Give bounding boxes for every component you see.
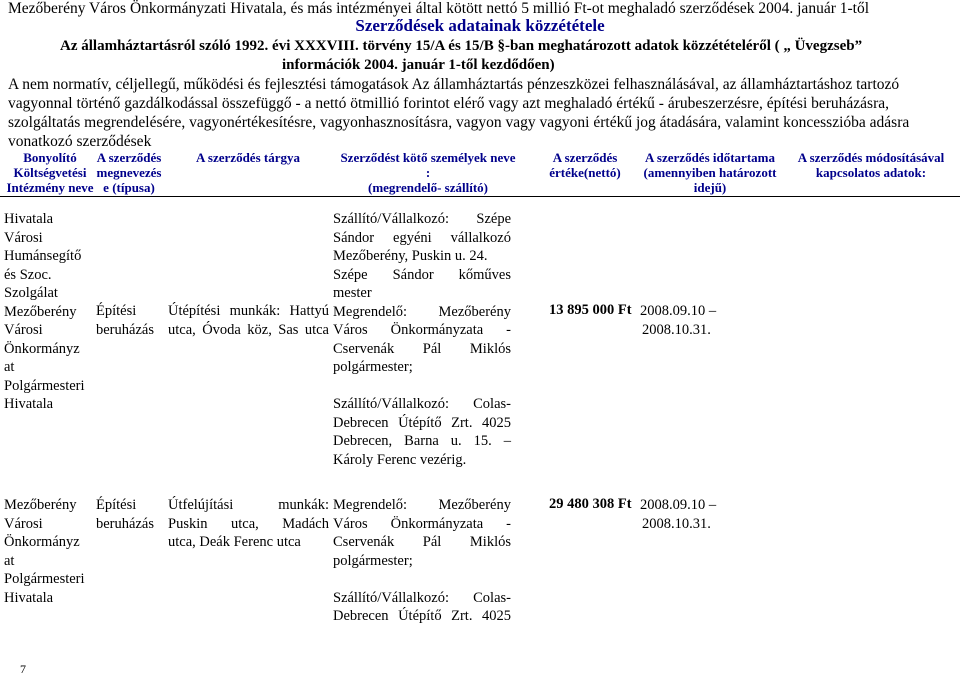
intro-line-3: szolgáltatás megrendelésére, vagyonértékesítésre, vagyonhasznosításra, vagyon vagy vagyoni értékű jog átadására, valamint koncesszióba adásra: [8, 114, 910, 131]
column-header-type: A szerződés megnevezés e (típusa): [96, 150, 162, 195]
row-1-duration: 2008.09.10 – 2008.10.31.: [640, 303, 717, 338]
intro-line-1: A nem normatív, céljellegű, működési és fejlesztési támogatások Az államháztartás pénzeszközei felhasználásával, az államháztartáshoz tartozó: [8, 76, 900, 93]
page-title: Szerződések adatainak közzététele: [355, 16, 605, 35]
row-2-type: Építési beruházás: [96, 497, 154, 532]
row-2-duration: 2008.09.10 – 2008.10.31.: [640, 497, 717, 532]
header-line-3: Az államháztartásról szóló 1992. évi XXXVIII. törvény 15/A és 15/B §-ban meghatározott adatok közzétételéről ( „ Üvegzseb”: [60, 38, 863, 54]
header-line-4: információk 2004. január 1-től kezdődően): [282, 57, 555, 73]
intro-line-2: vagyonnal történő gazdálkodással összefüggő - a nettó ötmillió forintot elérő vagy azt meghaladó értékű - árubeszerzésre, építési beruházásra,: [8, 95, 890, 112]
page-number: 7: [20, 662, 26, 676]
row-2-value: 29 480 308 Ft: [549, 496, 632, 512]
column-header-institution: Bonyolító Költségvetési Intézmény neve: [6, 150, 94, 195]
intro-line-4: vonatkozó szerződések: [8, 133, 152, 150]
row-1-institution: Hivatala Városi Humánsegítő és Szoc. Szolgálat Mezőberény Városi Önkormányz at Polgármesteri Hivatala: [4, 211, 85, 412]
row-2-parties: Megrendelő: Mezőberény Város Önkormányzata - Cservenák Pál Miklós polgármester; Szállító/Vállalkozó: Colas- Debrecen Útépítő Zrt. 4025: [333, 497, 511, 624]
row-2-subject: Útfelújítási munkák: Puskin utca, Madách utca, Deák Ferenc utca: [168, 497, 329, 550]
row-1-type: Építési beruházás: [96, 303, 154, 338]
column-header-value: A szerződés értéke(nettó): [549, 150, 621, 180]
column-header-parties: Szerződést kötő személyek neve : (megrendelő- szállító): [340, 150, 516, 195]
row-1-subject: Útépítési munkák: Hattyú utca, Óvoda köz, Sas utca: [168, 303, 329, 338]
header-line-1: Mezőberény Város Önkormányzati Hivatala, és más intézményei által kötött nettó 5 millió Ft-ot meghaladó szerződések 2004. január 1-től: [8, 0, 870, 17]
row-2-institution: Mezőberény Városi Önkormányz at Polgármesteri Hivatala: [4, 497, 85, 606]
column-header-modification: A szerződés módosításával kapcsolatos adatok:: [797, 150, 945, 180]
row-1-value: 13 895 000 Ft: [549, 302, 632, 318]
header-divider: [0, 196, 960, 197]
column-header-duration: A szerződés időtartama (amennyiben határozott idejű): [643, 150, 777, 195]
column-header-subject: A szerződés tárgya: [196, 150, 300, 165]
row-1-parties: Szállító/Vállalkozó: Szépe Sándor egyéni vállalkozó Mezőberény, Puskin u. 24. Szépe Sándor kőműves mester Megrendelő: Mezőberény Város Önkormányzata - Cservenák Pál Miklós polgármester; Szállító/Vállalkozó: Colas- Debrecen Útépítő Zrt. 4025 Debrecen, Barna u. 15. – Károly Ferenc vezérig.: [333, 211, 511, 468]
